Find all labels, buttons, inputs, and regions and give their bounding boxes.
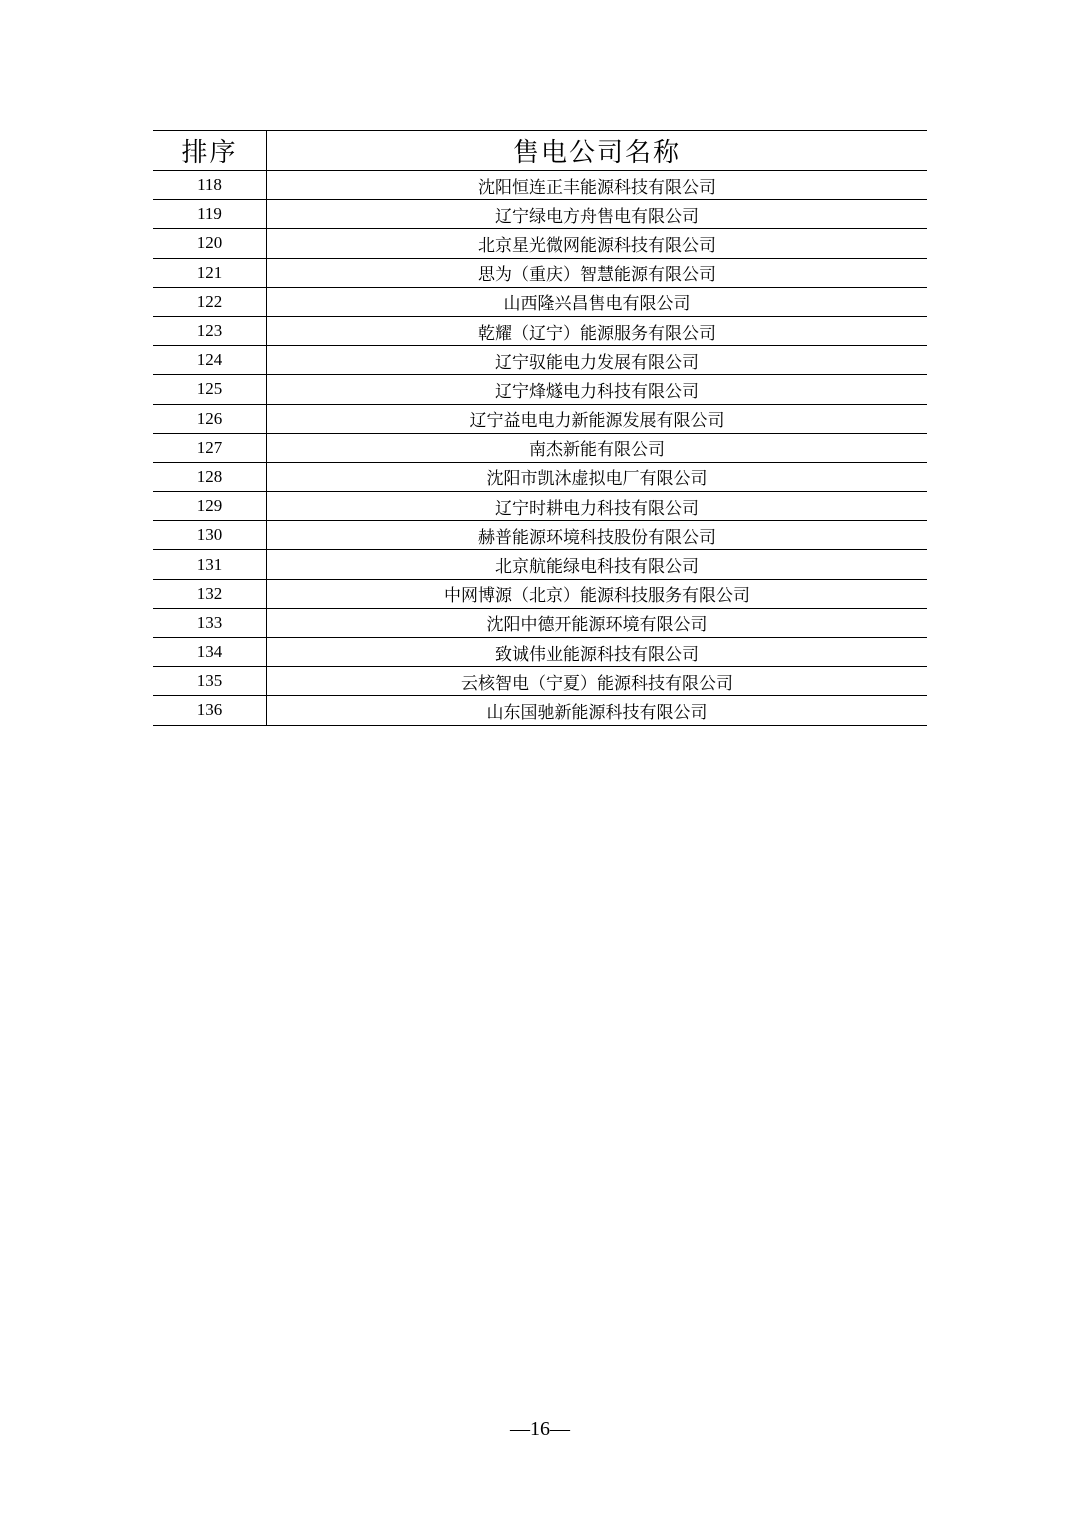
- table-row: [153, 667, 927, 696]
- company-name-cell: 辽宁时耕电力科技有限公司: [267, 492, 928, 521]
- table-row: [153, 200, 927, 229]
- rank-cell: 134: [153, 638, 267, 667]
- rank-cell: 119: [153, 200, 267, 229]
- company-name-cell: 沈阳中德开能源环境有限公司: [267, 608, 928, 637]
- header-row: [153, 131, 927, 171]
- table-row: [153, 550, 927, 579]
- rank-cell: 129: [153, 492, 267, 521]
- company-name-cell: 思为（重庆）智慧能源有限公司: [267, 258, 928, 287]
- rank-cell: 126: [153, 404, 267, 433]
- table-row: [153, 433, 927, 462]
- company-name-cell: 山西隆兴昌售电有限公司: [267, 287, 928, 316]
- table-row: [153, 258, 927, 287]
- company-name-cell: 乾耀（辽宁）能源服务有限公司: [267, 316, 928, 345]
- table-row: [153, 492, 927, 521]
- page-number: —16—: [510, 1418, 570, 1440]
- company-name-cell: 山东国驰新能源科技有限公司: [267, 696, 928, 725]
- company-name-cell: 中网博源（北京）能源科技服务有限公司: [267, 579, 928, 608]
- rank-cell: 127: [153, 433, 267, 462]
- company-name-cell: 云核智电（宁夏）能源科技有限公司: [267, 667, 928, 696]
- rank-cell: 123: [153, 316, 267, 345]
- rank-cell: 131: [153, 550, 267, 579]
- company-name-cell: 南杰新能有限公司: [267, 433, 928, 462]
- rank-cell: 133: [153, 608, 267, 637]
- rank-cell: 132: [153, 579, 267, 608]
- company-name-cell: 沈阳市凯沐虚拟电厂有限公司: [267, 462, 928, 491]
- rank-cell: 122: [153, 287, 267, 316]
- company-name-cell: 辽宁驭能电力发展有限公司: [267, 346, 928, 375]
- table-row: [153, 229, 927, 258]
- table-row: [153, 638, 927, 667]
- company-name-cell: 辽宁烽燧电力科技有限公司: [267, 375, 928, 404]
- table-row: [153, 579, 927, 608]
- table-row: [153, 171, 927, 200]
- company-table: [153, 130, 927, 726]
- company-name-cell: 致诚伟业能源科技有限公司: [267, 638, 928, 667]
- rank-cell: 136: [153, 696, 267, 725]
- company-name-cell: 辽宁绿电方舟售电有限公司: [267, 200, 928, 229]
- rank-cell: 128: [153, 462, 267, 491]
- table-row: [153, 696, 927, 725]
- rank-cell: 118: [153, 171, 267, 200]
- company-name-cell: 北京航能绿电科技有限公司: [267, 550, 928, 579]
- table-row: [153, 608, 927, 637]
- table-header: [153, 131, 927, 171]
- company-name-cell: 赫普能源环境科技股份有限公司: [267, 521, 928, 550]
- rank-cell: 125: [153, 375, 267, 404]
- company-name-cell: 北京星光微网能源科技有限公司: [267, 229, 928, 258]
- table-row: [153, 404, 927, 433]
- table-row: [153, 316, 927, 345]
- company-name-column-header: 售电公司名称: [267, 131, 928, 171]
- rank-cell: 121: [153, 258, 267, 287]
- company-name-cell: 辽宁益电电力新能源发展有限公司: [267, 404, 928, 433]
- table-row: [153, 375, 927, 404]
- rank-cell: 124: [153, 346, 267, 375]
- table-row: [153, 462, 927, 491]
- rank-cell: 130: [153, 521, 267, 550]
- rank-cell: 135: [153, 667, 267, 696]
- rank-column-header: 排序: [153, 131, 267, 171]
- company-name-cell: 沈阳恒连正丰能源科技有限公司: [267, 171, 928, 200]
- rank-cell: 120: [153, 229, 267, 258]
- table-row: [153, 346, 927, 375]
- table-row: [153, 521, 927, 550]
- table-row: [153, 287, 927, 316]
- table-body: [153, 171, 927, 726]
